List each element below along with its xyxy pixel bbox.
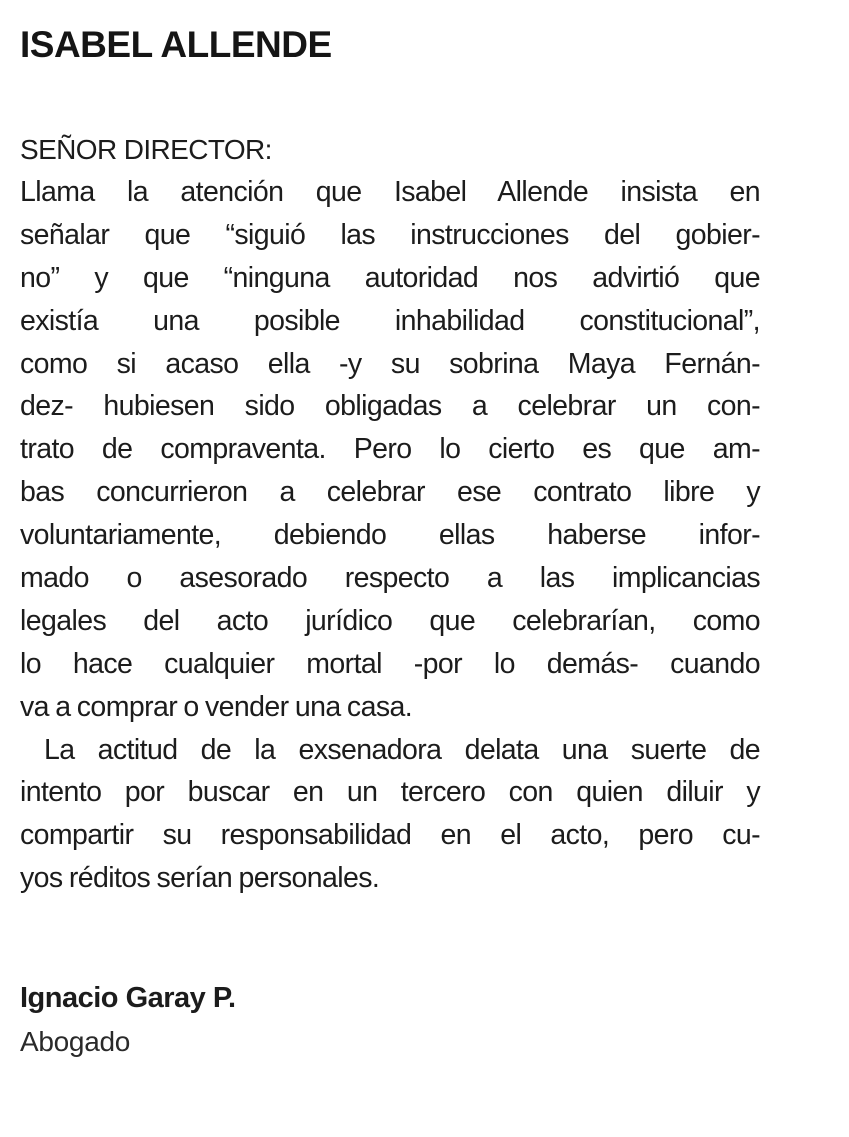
body-line: va a comprar o vender una casa. [20, 690, 413, 723]
body-line: compartir su responsabilidad en el acto, pero cu- [20, 819, 760, 852]
body-line: existía una posible inhabilidad constitucional”, [20, 304, 760, 337]
body-line: La actitud de la exsenadora delata una suerte de [44, 733, 760, 766]
body-line: como si acaso ella -y su sobrina Maya Fernán- [20, 347, 760, 380]
body-line: voluntariamente, debiendo ellas haberse infor- [20, 519, 760, 552]
body-line: Llama la atención que Isabel Allende insista en [20, 176, 760, 208]
body-line: dez- hubiesen sido obligadas a celebrar un con- [20, 390, 760, 423]
body-line: intento por buscar en un tercero con quien diluir y [20, 776, 760, 809]
headline: ISABEL ALLENDE [20, 24, 332, 65]
signature-role: Abogado [20, 1026, 131, 1057]
body-line: no” y que “ninguna autoridad nos advirtió que [20, 261, 760, 294]
body-line: yos réditos serían personales. [20, 862, 380, 895]
body-line: legales del acto jurídico que celebrarían, como [20, 604, 760, 637]
body-line: mado o asesorado respecto a las implicancias [20, 562, 760, 595]
salutation: SEÑOR DIRECTOR: [20, 134, 272, 165]
body-line: lo hace cualquier mortal -por lo demás- cuando [20, 647, 760, 680]
body-line: trato de compraventa. Pero lo cierto es que am- [20, 433, 760, 466]
body-line: señalar que “siguió las instrucciones del gobier- [20, 218, 760, 251]
signature-name: Ignacio Garay P. [20, 982, 236, 1014]
body-line: bas concurrieron a celebrar ese contrato libre y [20, 476, 760, 509]
letter-body [20, 171, 760, 900]
